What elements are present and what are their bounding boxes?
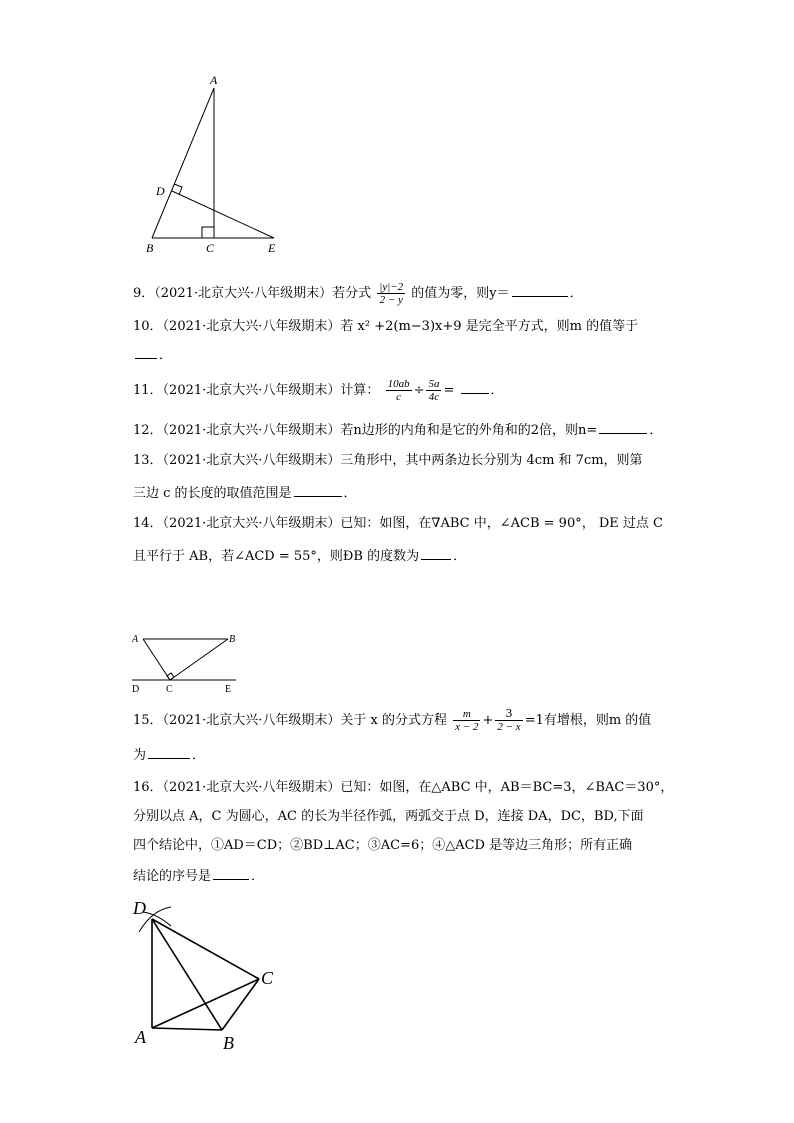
label-e: E [225,684,232,695]
question-11 [133,378,504,403]
q15-f2-denominator: 2 − x [497,721,521,733]
q11-end: ． [490,383,504,398]
q15-f1-numerator: m [453,708,480,721]
q16-line1: 已知：如图，在△ABC 中，AB＝BC=3，∠BAC＝30°， [340,780,674,795]
q11-fraction-1 [386,378,412,403]
question-16-line3 [133,837,632,855]
q11-f2-denominator: 4c [428,391,440,403]
q15-fraction-1 [453,708,480,733]
label-c: C [261,968,274,988]
figure-parallel-lines-svg [126,628,246,700]
figure-quadrilateral-abcd [125,892,285,1062]
q15-plus: + [482,713,494,728]
q14-answer-blank[interactable] [421,547,451,560]
question-16-line2 [133,808,644,826]
q9-frac-numerator: |y|−2 [379,281,404,293]
question-14 [133,515,663,533]
q9-frac-denominator: 2 − y [379,294,403,306]
question-14-line2 [133,547,466,566]
q14-line2: 且平行于 AB，若∠ACD = 55°，则ÐB 的度数为 [133,549,420,564]
label-a: A [210,73,218,87]
q15-end: ． [192,748,206,763]
segment-ac [143,639,170,680]
label-c: C [206,241,215,255]
q9-answer-blank[interactable] [512,284,568,297]
question-12 [133,421,662,440]
q12-text: 若n边形的内角和是它的外角和的2倍，则n= [340,423,598,438]
q9-end: ． [569,286,583,301]
question-13-line2 [133,484,357,503]
q13-line2: 三边 c 的长度的取值范围是 [133,486,292,501]
q14-source: （2021·北京大兴·八年级期末） [162,516,341,531]
label-b: B [223,1033,234,1053]
segment-ac [152,979,259,1028]
question-16 [133,779,673,797]
q16-number: 16． [133,780,163,795]
q9-number: 9． [133,286,155,301]
question-16-line4 [133,867,264,886]
label-e: E [268,241,276,255]
label-a: A [132,634,139,645]
label-d: D [132,684,140,695]
q10-text: 若 x² +2(m−3)x+9 是完全平方式，则m 的值等于 [340,319,639,334]
figure-triangle-abe-svg [140,70,300,260]
label-c: C [166,684,173,695]
right-angle-mark-c [202,227,214,238]
q11-f1-numerator: 10ab [387,378,410,390]
q11-fraction-2 [426,378,441,403]
q13-end: ． [343,486,357,501]
label-b: B [146,241,154,255]
q16-line3: 四个结论中，①AD＝CD；②BD⊥AC；③AC=6；④△ACD 是等边三角形；所有正确 [133,838,633,853]
question-15 [133,708,651,733]
q11-f1-denominator: c [396,391,401,403]
q14-number: 14． [133,516,163,531]
q11-equals: = [443,383,455,398]
q11-source: （2021·北京大兴·八年级期末） [162,383,341,398]
q16-line2: 分别以点 A，C 为圆心，AC 的长为半径作弧，两弧交于点 D，连接 DA，DC，BD,下面 [133,809,644,824]
q11-number: 11． [133,383,163,398]
q10-number: 10． [133,319,163,334]
q13-number: 13． [133,453,163,468]
q15-text-after: =1有增根，则m 的值 [524,713,652,728]
label-d: D [156,184,165,198]
segment-db [152,919,222,1030]
q9-text-before: 若分式 [332,286,372,301]
q16-end: ． [251,869,265,884]
q11-operator: ÷ [413,383,425,398]
q14-end: ． [453,549,467,564]
q11-f2-numerator: 5a [428,378,440,390]
q9-fraction [377,281,405,306]
segment-ab [152,88,214,238]
q11-answer-blank[interactable] [461,381,489,394]
q13-line1: 三角形中，其中两条边长分别为 4cm 和 7cm，则第 [340,453,643,468]
question-10-line2 [133,346,172,365]
segment-de [172,191,274,238]
figure-triangle-abe [140,70,300,260]
question-10 [133,318,638,336]
q9-source: （2021·北京大兴·八年级期末） [154,286,333,301]
question-9 [133,281,583,306]
q16-line4: 结论的序号是 [133,869,212,884]
q15-number: 15． [133,713,163,728]
q10-source: （2021·北京大兴·八年级期末） [162,319,341,334]
figure-parallel-lines [126,628,246,700]
question-13 [133,452,643,470]
q15-answer-blank[interactable] [148,746,190,759]
q13-source: （2021·北京大兴·八年级期末） [162,453,341,468]
q16-source: （2021·北京大兴·八年级期末） [162,780,341,795]
q10-answer-blank[interactable] [135,346,157,359]
label-a: A [135,1027,146,1047]
q15-line2: 为 [133,748,147,763]
q15-source: （2021·北京大兴·八年级期末） [162,713,341,728]
q15-f1-denominator: x − 2 [455,721,479,733]
q12-source: （2021·北京大兴·八年级期末） [162,423,341,438]
label-d: D [133,898,146,918]
segment-dc [152,919,259,979]
arc-from-a [143,912,171,926]
label-b: B [229,634,236,645]
q15-fraction-2 [495,708,522,733]
q15-f2-numerator: 3 [495,708,522,721]
q10-end: ． [159,348,173,363]
q13-answer-blank[interactable] [294,484,342,497]
q16-answer-blank[interactable] [213,867,249,880]
q12-number: 12． [133,423,163,438]
segment-ab [152,1028,222,1030]
q9-text-after: 的值为零，则y＝ [411,286,510,301]
figure-quadrilateral-svg [125,892,285,1062]
segment-bc [170,639,228,680]
q15-text-before: 关于 x 的分式方程 [340,713,448,728]
q12-end: ． [649,423,663,438]
q11-text-before: 计算： [340,383,380,398]
question-15-line2 [133,746,205,765]
q12-answer-blank[interactable] [599,421,647,434]
q14-line1: 已知：如图，在∇ABC 中，∠ACB = 90°， DE 过点 C [340,516,663,531]
